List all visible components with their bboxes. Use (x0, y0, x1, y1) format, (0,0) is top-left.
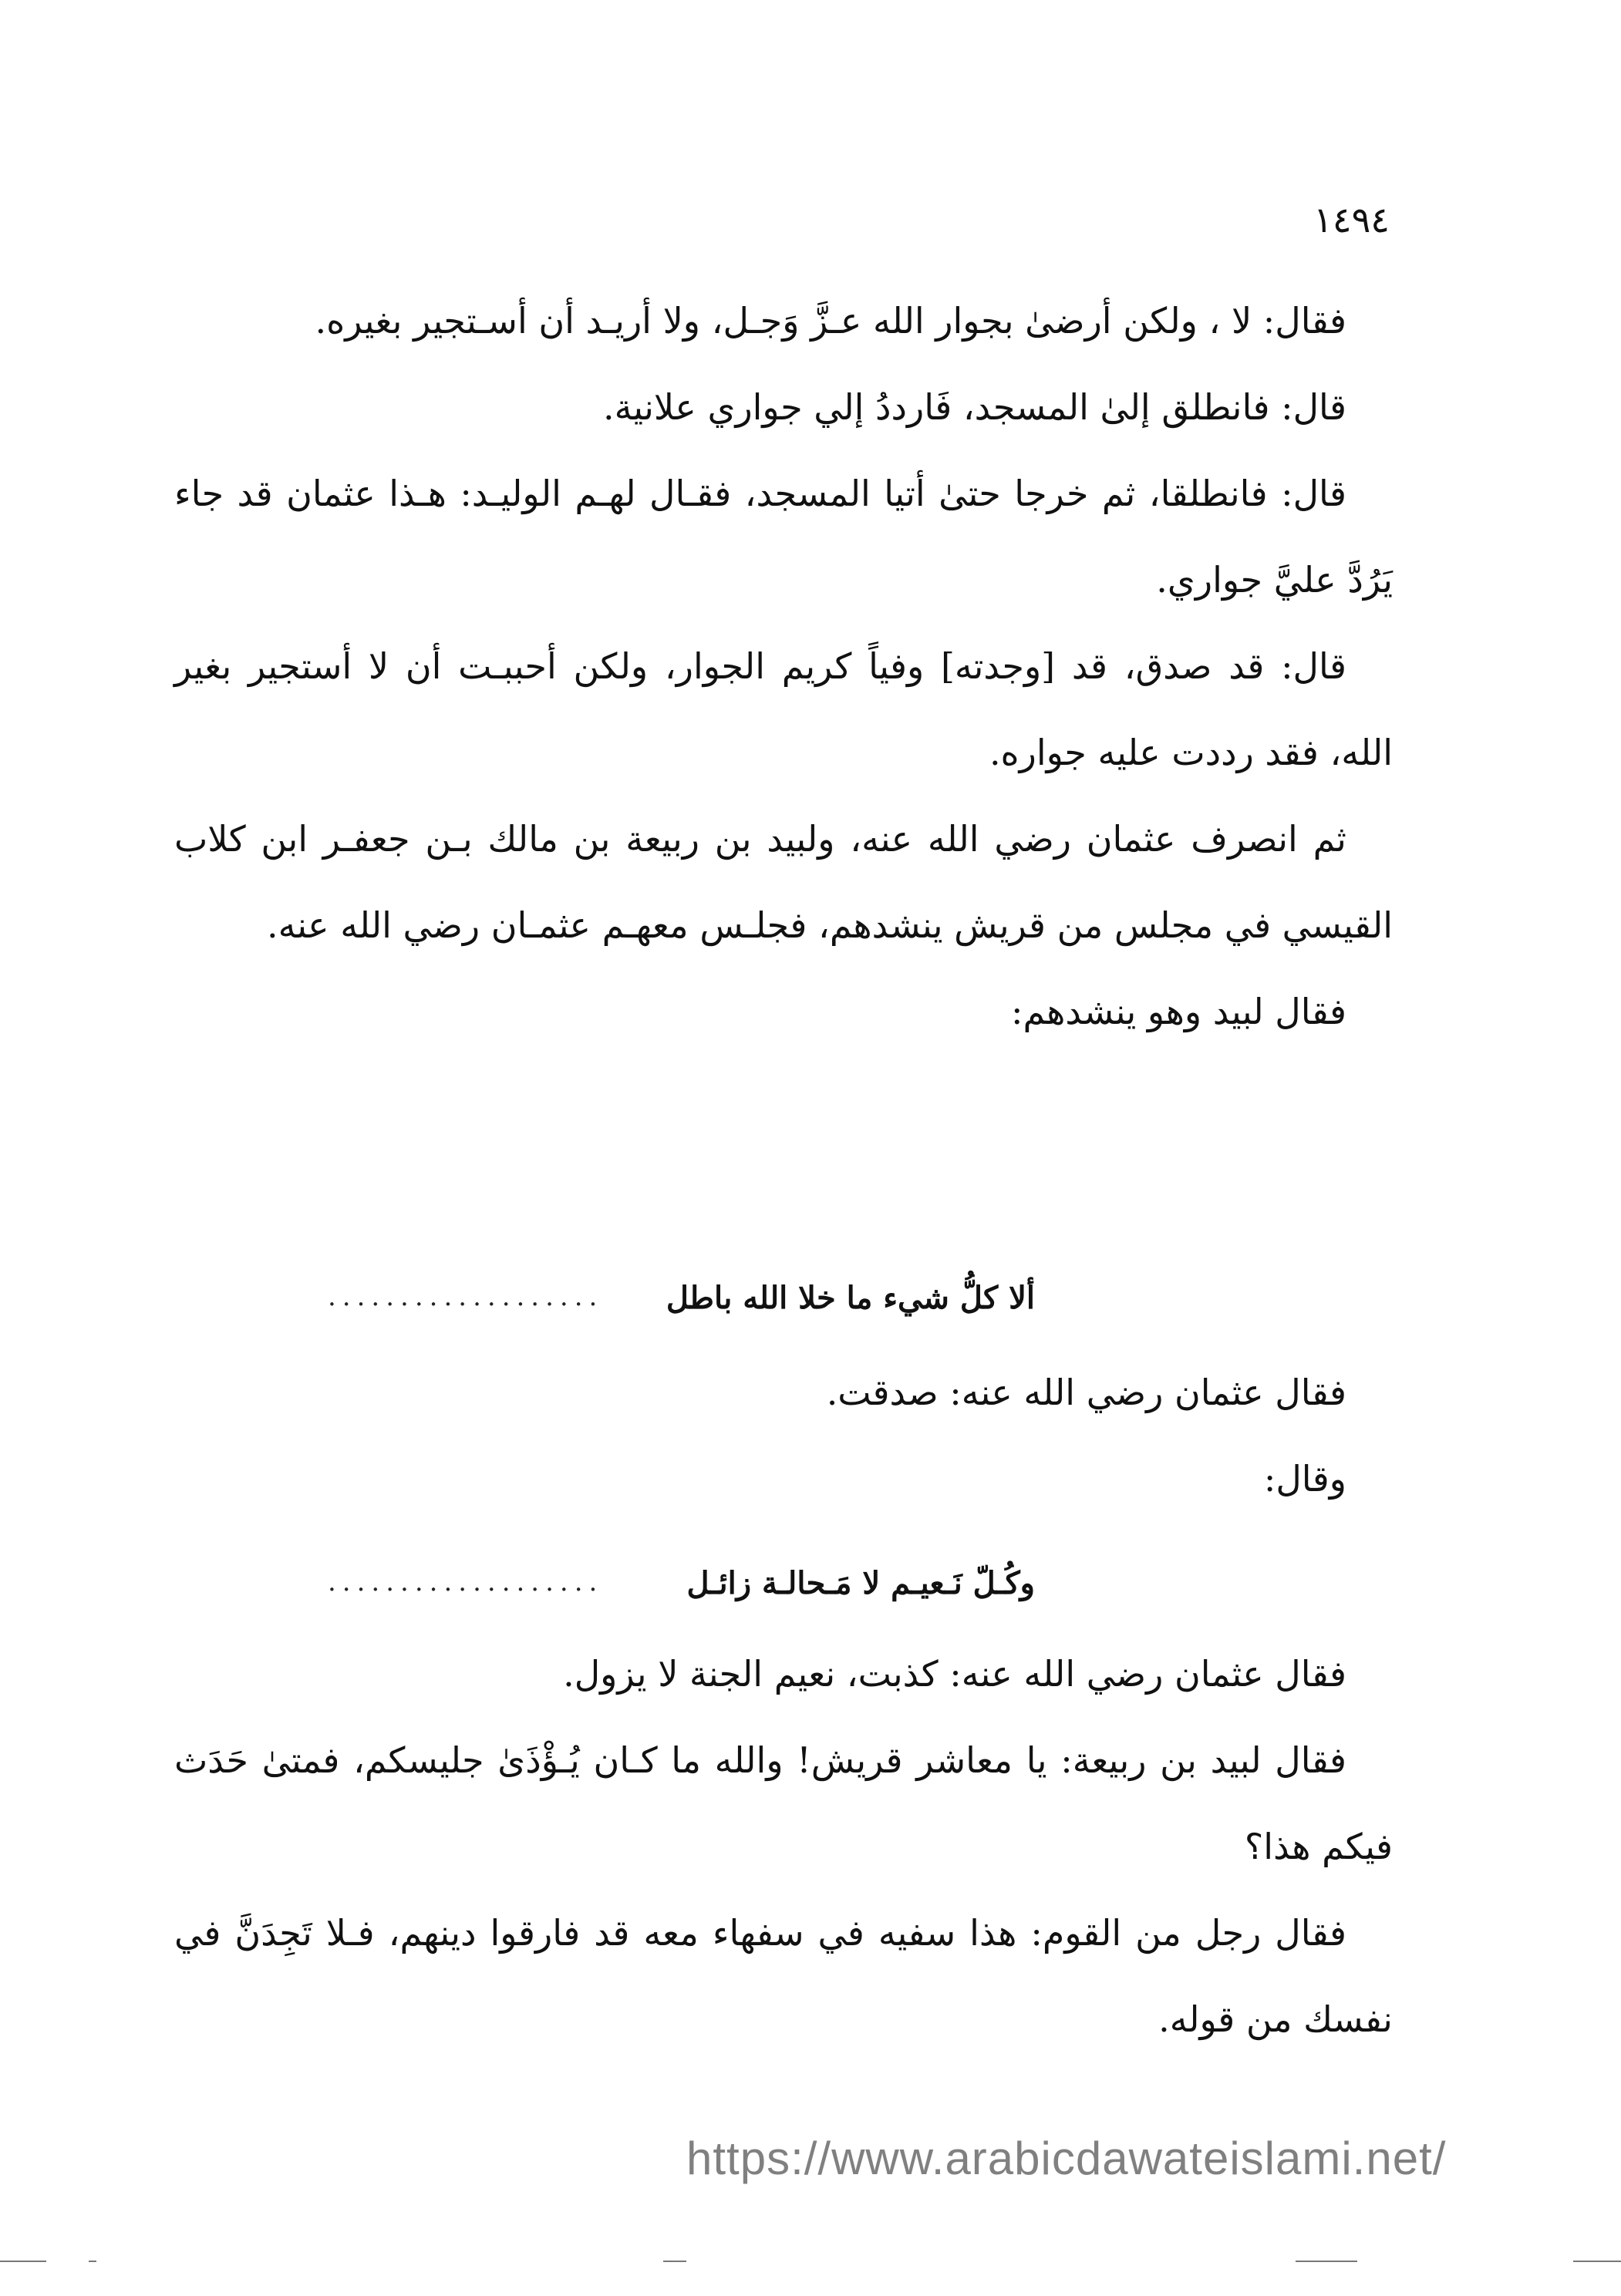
paragraph: فقال لبيد وهو ينشدهم: (1011, 991, 1346, 1032)
verse-dots-1: ................... (328, 1281, 604, 1312)
verse-dots-2: ................... (328, 1567, 604, 1597)
paragraph: ثم انصرف عثمان رضي الله عنه، ولبيد بن ربيعة بن مالك بـن جعفـر ابن كلاب القيسي في مجلس من قريش ينشدهم، فجلـس معهـم عثمـان رضي الله عنه. (174, 818, 1393, 946)
verse-line-2: وكُـلّ نَـعيـم لا مَـحالـة زائـل (686, 1565, 1035, 1601)
page-number: ١٤٩٤ (1313, 199, 1390, 241)
text-block-3 (174, 1631, 1393, 2062)
paragraph: فقال عثمان رضي الله عنه: صدقت. (826, 1372, 1346, 1413)
paragraph: قال: قد صدق، قد [وجدته] وفياً كريم الجوار، ولكن أحببـت أن لا أستجير بغير الله، فقد رددت عليه جواره. (174, 645, 1393, 773)
crop-marks (0, 2247, 1621, 2278)
footer-url: https://www.arabicdawateislami.net/ (686, 2133, 1447, 2184)
verse-line-1: ألا كلُّ شيء ما خلا الله باطل (666, 1280, 1035, 1316)
paragraph: وقال: (1263, 1458, 1346, 1500)
paragraph: فقال لبيد بن ربيعة: يا معاشر قريش! والله ما كـان يُـؤْذَىٰ جليسكم، فمتىٰ حَدَث فيكم هذا؟ (174, 1739, 1393, 1867)
paragraph: فقال: لا ، ولكن أرضىٰ بجوار الله عـزَّ وَجـل، ولا أريـد أن أسـتجير بغيره. (315, 300, 1346, 342)
text-block-1 (174, 278, 1393, 1055)
paragraph: قال: فانطلقا، ثم خرجا حتىٰ أتيا المسجد، فقـال لهـم الوليـد: هـذا عثمان قد جاء يَرُدَّ عليَّ جواري. (174, 473, 1393, 601)
paragraph: فقال رجل من القوم: هذا سفيه في سفهاء معه قد فارقوا دينهم، فـلا تَجِدَنَّ في نفسك من قوله. (174, 1912, 1393, 2040)
paragraph: قال: فانطلق إلىٰ المسجد، فَارددُ إلي جواري علانية. (602, 386, 1346, 428)
text-block-2 (174, 1349, 1393, 1522)
paragraph: فقال عثمان رضي الله عنه: كذبت، نعيم الجنة لا يزول. (563, 1653, 1346, 1695)
